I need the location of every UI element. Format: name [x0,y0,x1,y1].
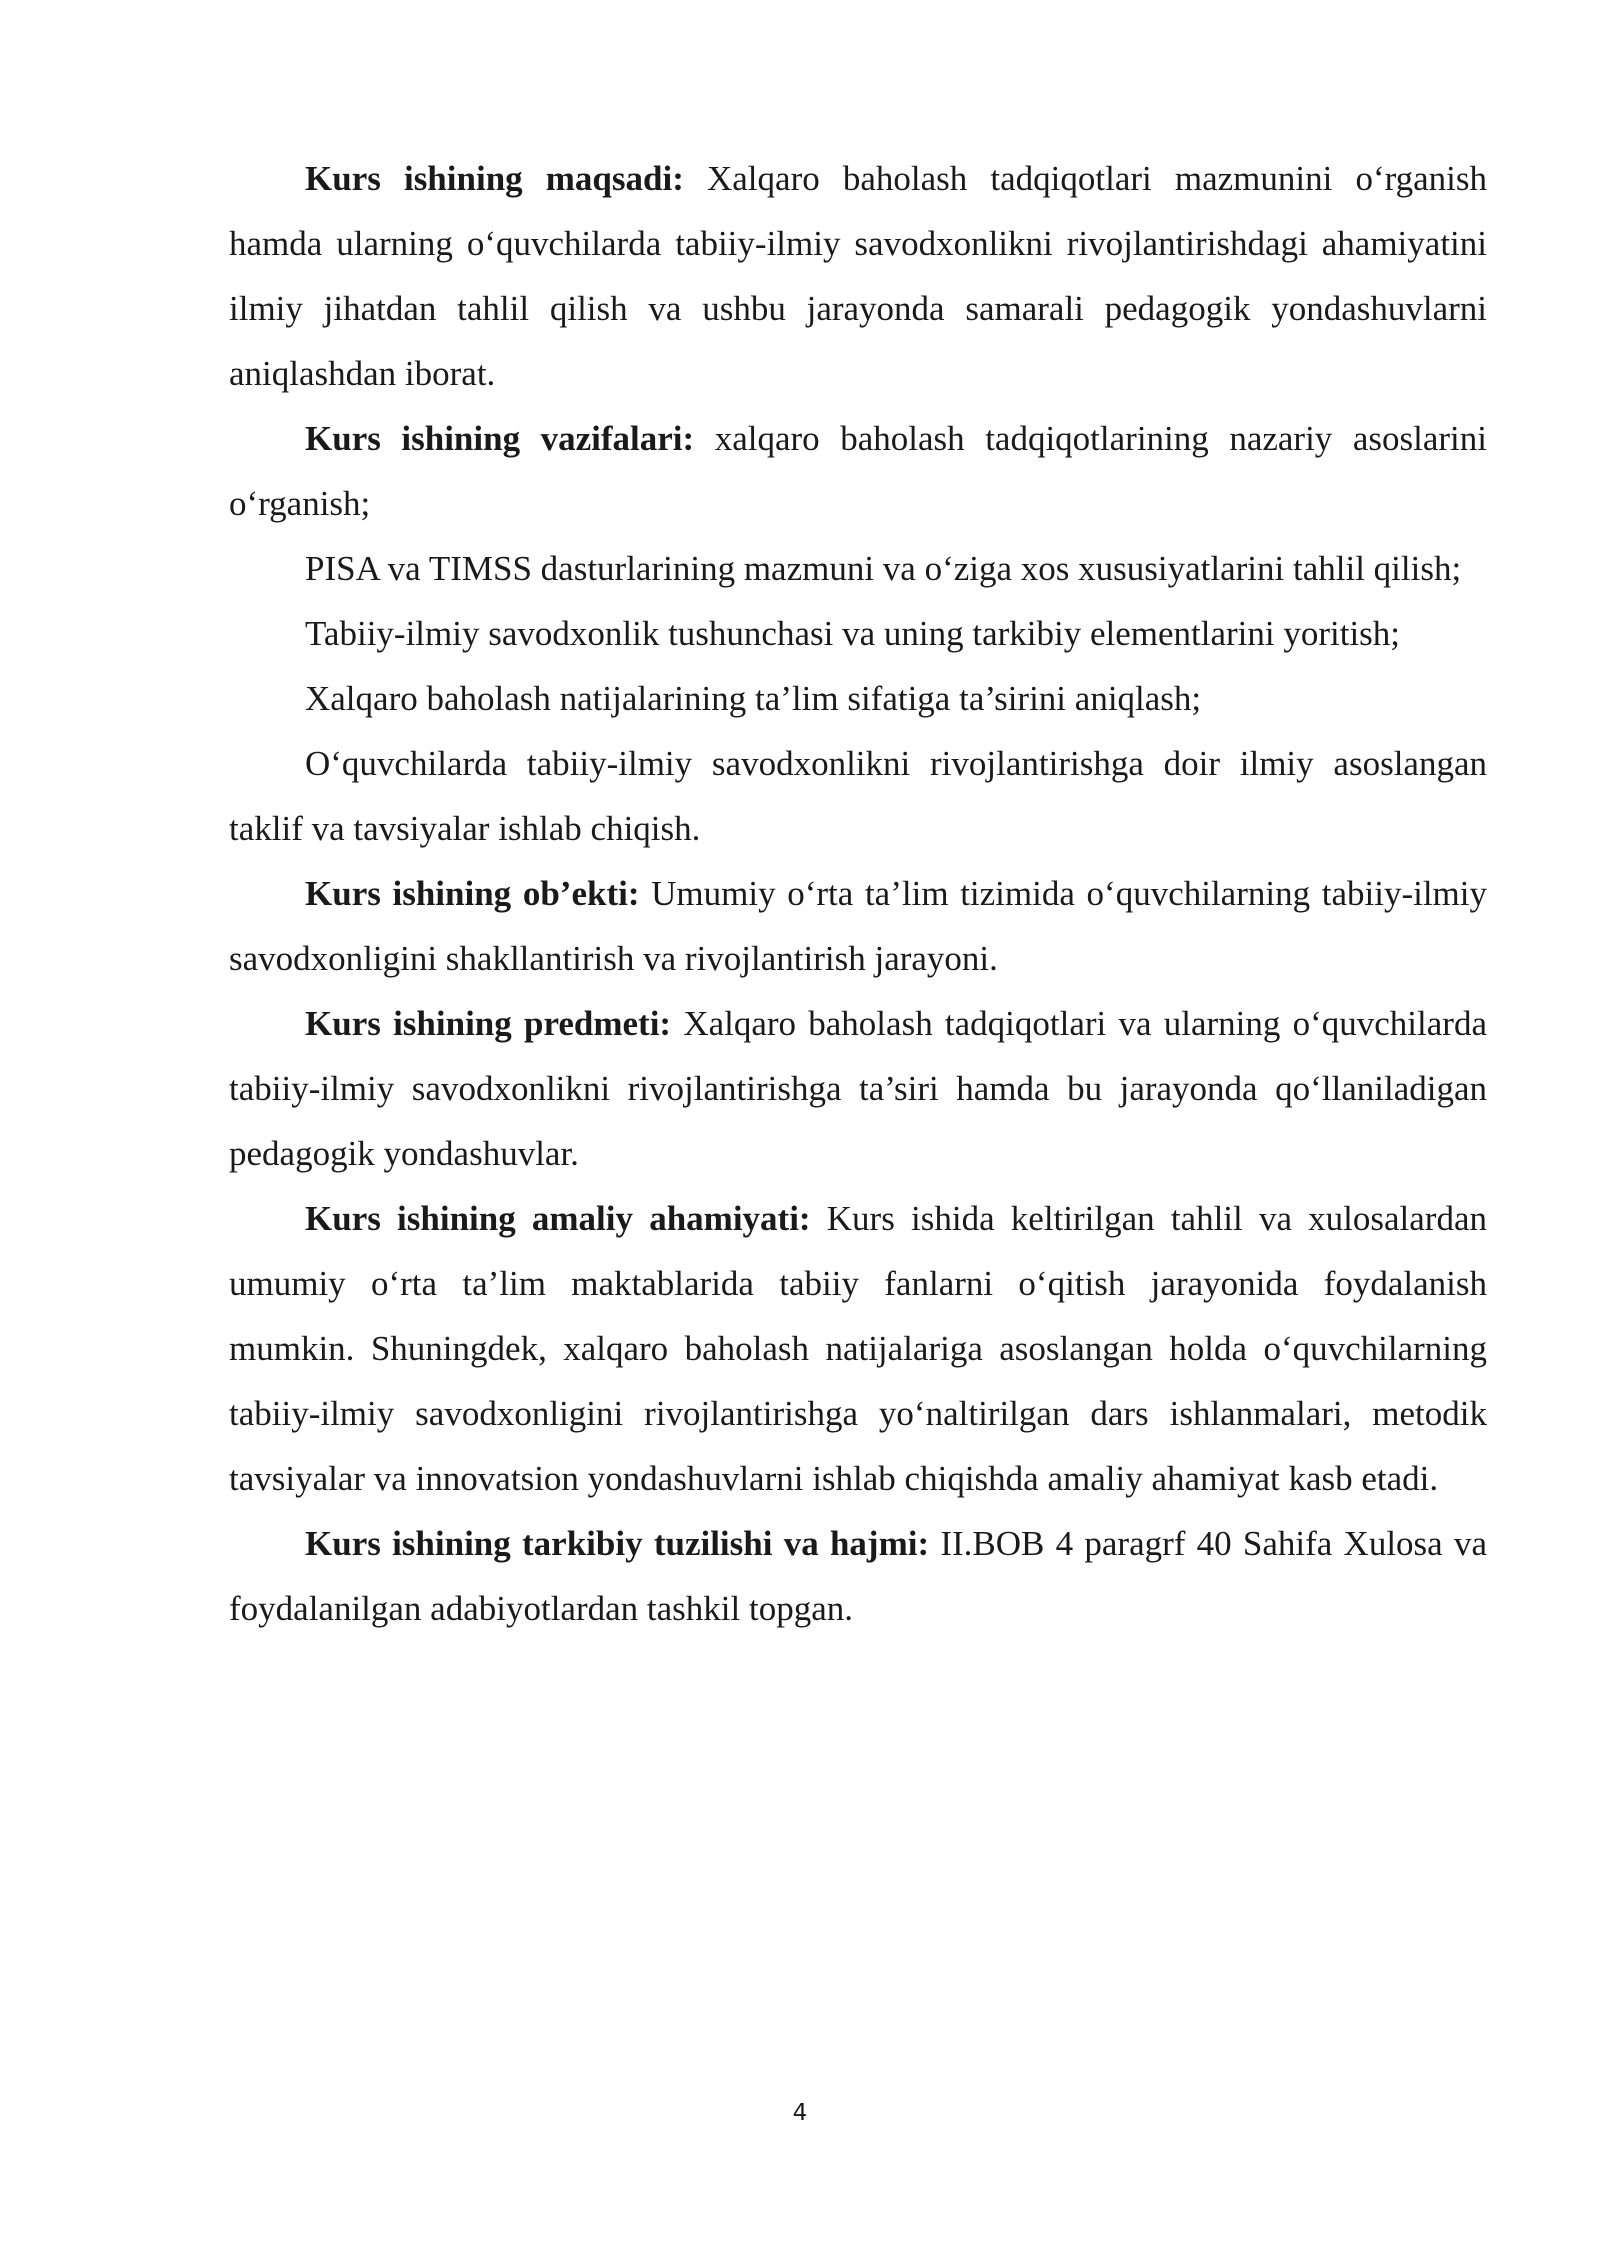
paragraph-text: Xalqaro baholash tadqiqotlari va ularning o‘quvchilarda tabiiy-ilmiy savodxonlikni rivojlantirishga ta’siri hamda bu jarayonda qo‘llaniladigan pedagogik yondashuvlar. [229,1004,1487,1173]
paragraph-text: Kurs ishida keltirilgan tahlil va xulosalardan umumiy o‘rta ta’lim maktablarida tabiiy fanlarni o‘qitish jarayonida foydalanish mumkin. Shuningdek, xalqaro baholash natijalariga asoslangan holda o‘quvchilarning tabiiy-ilmiy savodxonligini rivojlantirishga yo‘naltirilgan dars ishlanmalari, metodik tavsiyalar va innovatsion yondashuvlarni ishlab chiqishda amaliy ahamiyat kasb etadi. [229,1199,1487,1498]
paragraph-text: xalqaro baholash tadqiqotlarining nazariy asoslarini o‘rganish; [229,419,1487,523]
paragraph-heading: Kurs ishining vazifalari: [305,419,695,458]
page-number: 4 [792,2100,808,2126]
paragraph-heading: Kurs ishining predmeti: [305,1004,672,1043]
paragraph-amaliy-ahamiyati [229,1186,1487,1511]
paragraph-vazifalari [229,406,1487,536]
paragraph-text: Umumiy o‘rta ta’lim tizimida o‘quvchilarning tabiiy-ilmiy savodxonligini shakllantirish va rivojlantirish jarayoni. [229,874,1487,978]
paragraph-heading: Kurs ishining amaliy ahamiyati: [305,1199,811,1238]
paragraph-text: Tabiiy-ilmiy savodxonlik tushunchasi va uning tarkibiy elementlarini yoritish; [305,614,1401,653]
paragraph-text: II.BOB 4 paragrf 40 Sahifa Xulosa va foydalanilgan adabiyotlardan tashkil topgan. [229,1524,1487,1628]
paragraph-predmeti [229,991,1487,1186]
paragraph-tarkibiy-tuzilishi [229,1511,1487,1641]
paragraph-text: Xalqaro baholash tadqiqotlari mazmunini o‘rganish hamda ularning o‘quvchilarda tabiiy-ilmiy savodxonlikni rivojlantirishdagi ahamiyatini ilmiy jihatdan tahlil qilish va ushbu jarayonda samarali pedagogik yondashuvlarni aniqlashdan iborat. [229,159,1487,393]
task-item [229,731,1487,861]
paragraph-heading: Kurs ishining ob’ekti: [305,874,640,913]
paragraph-obekti [229,861,1487,991]
paragraph-heading: Kurs ishining maqsadi: [305,159,684,198]
paragraph-text: PISA va TIMSS dasturlarining mazmuni va o‘ziga xos xususiyatlarini tahlil qilish; [305,549,1462,588]
task-item [229,601,1487,666]
task-item [229,536,1487,601]
paragraph-maqsadi [229,146,1487,406]
paragraph-text: Xalqaro baholash natijalarining ta’lim sifatiga ta’sirini aniqlash; [305,679,1202,718]
paragraph-text: O‘quvchilarda tabiiy-ilmiy savodxonlikni rivojlantirishga doir ilmiy asoslangan taklif va tavsiyalar ishlab chiqish. [229,744,1487,848]
paragraph-heading: Kurs ishining tarkibiy tuzilishi va hajmi: [305,1524,930,1563]
document-body [229,146,1487,1641]
task-item [229,666,1487,731]
